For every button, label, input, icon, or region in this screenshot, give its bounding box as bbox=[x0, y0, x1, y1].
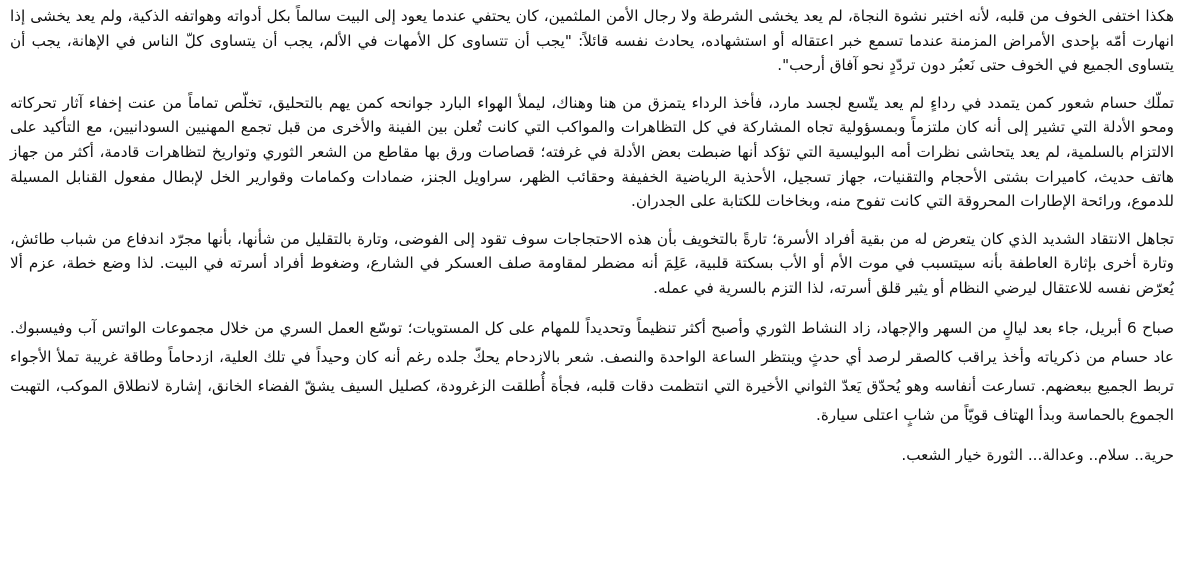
paragraph-2: تملّك حسام شعور كمن يتمدد في رداءٍ لم يعد يتّسع لجسد مارد، فأخذ الرداء يتمزق من هنا وهناك، ليملأ الهواء البارد جوانحه كمن يهم بالتحليق، تخلّص تماماً من عنت إخفاء آثار تحركاته ومحو الأدلة التي تشير إلى أنه كان ملتزماً وبمسؤولية تجاه المشاركة في كل التظاهرات والمواكب التي كانت تُعلن بين الفينة والأخرى من قبل تجمع المهنيين السودانيين، مع التأكيد على الالتزام بالسلمية، لم يعد يتحاشى نظرات أمه البوليسية التي تؤكد أنها ضبطت بعض الأدلة في غرفته؛ قصاصات ورق بها مقاطع من الشعر الثوري وتواريخ لتظاهرات قادمة، أكثر من جهاز هاتف حديث، كاميرات بشتى الأحجام والتقنيات، جهاز تسجيل، الأحذية الرياضية الخفيفة وحقائب الظهر، سراويل الجنز، ضمادات وكمامات وقوارير الخل لإبطال مفعول القنابل المسيلة للدموع، ورائحة الإطارات المحروقة التي كانت تفوح منه، وبخاخات للكتابة على الجدران. bbox=[10, 93, 1174, 211]
paragraph-1: هكذا اختفى الخوف من قلبه، لأنه اختبر نشوة النجاة، لم يعد يخشى الشرطة ولا رجال الأمن الملثمين، كان يحتفي عندما يعود إلى البيت سالماً بكل أدواته وهواتفه الذكية، ولم يعد يخشى إذا انهارت أمّه بإحدى الأمراض المزمنة عندما تسمع خبر اعتقاله أو استشهاده، يحادث نفسه قائلاً: "يجب أن تتساوى كل الأمهات في الألم، يجب أن يتساوى كلّ الناس في الإهانة، يجب أن يتساوى الجميع في الخوف حتى نَعبُر دون تردّدٍ نحو آفاق أرحب". bbox=[10, 7, 1174, 75]
paragraph-4: صباح 6 أبريل، جاء بعد ليالٍ من السهر والإجهاد، زاد النشاط الثوري وأصبح أكثر تنظيماً وتحديداً للمهام على كل المستويات؛ توسّع العمل السري من خلال مجموعات الواتس آب وفيسبوك. عاد حسام من ذكرياته وأخذ يراقب كالصقر لرصد أي حدثٍ وينتظر الساعة الواحدة والنصف. شعر بالازدحام يحكّ جلده رغم أنه كان وحيداً في تلك العلية، ازدحاماً وطاقة غريبة تملأ الأجواء تربط الجميع ببعضهم. تسارعت أنفاسه وهو يُحدّق يَعدّ الثواني الأخيرة التي انتظمت دقات قلبه، فجأة أُطلقت الزغرودة، كصليل السيف يشقّ الفضاء الخانق، إشارة لانطلاق الموكب، التهبت الجموع بالحماسة وبدأ الهتاف قويّاً من شابٍ اعتلى سيارة. bbox=[10, 318, 1174, 424]
paragraph-5-slogan: حرية.. سلام.. وعدالة... الثورة خيار الشعب. bbox=[901, 445, 1174, 464]
paragraph-3: تجاهل الانتقاد الشديد الذي كان يتعرض له من بقية أفراد الأسرة؛ تارةً بالتخويف بأن هذه الاحتجاجات سوف تقود إلى الفوضى، وتارة بالتقليل من شأنها، بأنها مجرّد اندفاع من شباب طائش، وتارة أخرى بإثارة العاطفة بأنه سيتسبب في موت الأم أو الأب بسكتة قلبية، عَلِمَ أنه مضطر لمقاومة صلف العسكر في الشارع، وضغوط أفراد أسرته في البيت. لذا وضع خطة، عزم ألا يُعرّض نفسه للاعتقال ليرضي النظام أو يثير قلق أسرته، لذا التزم بالسرية في عمله. bbox=[10, 229, 1174, 297]
